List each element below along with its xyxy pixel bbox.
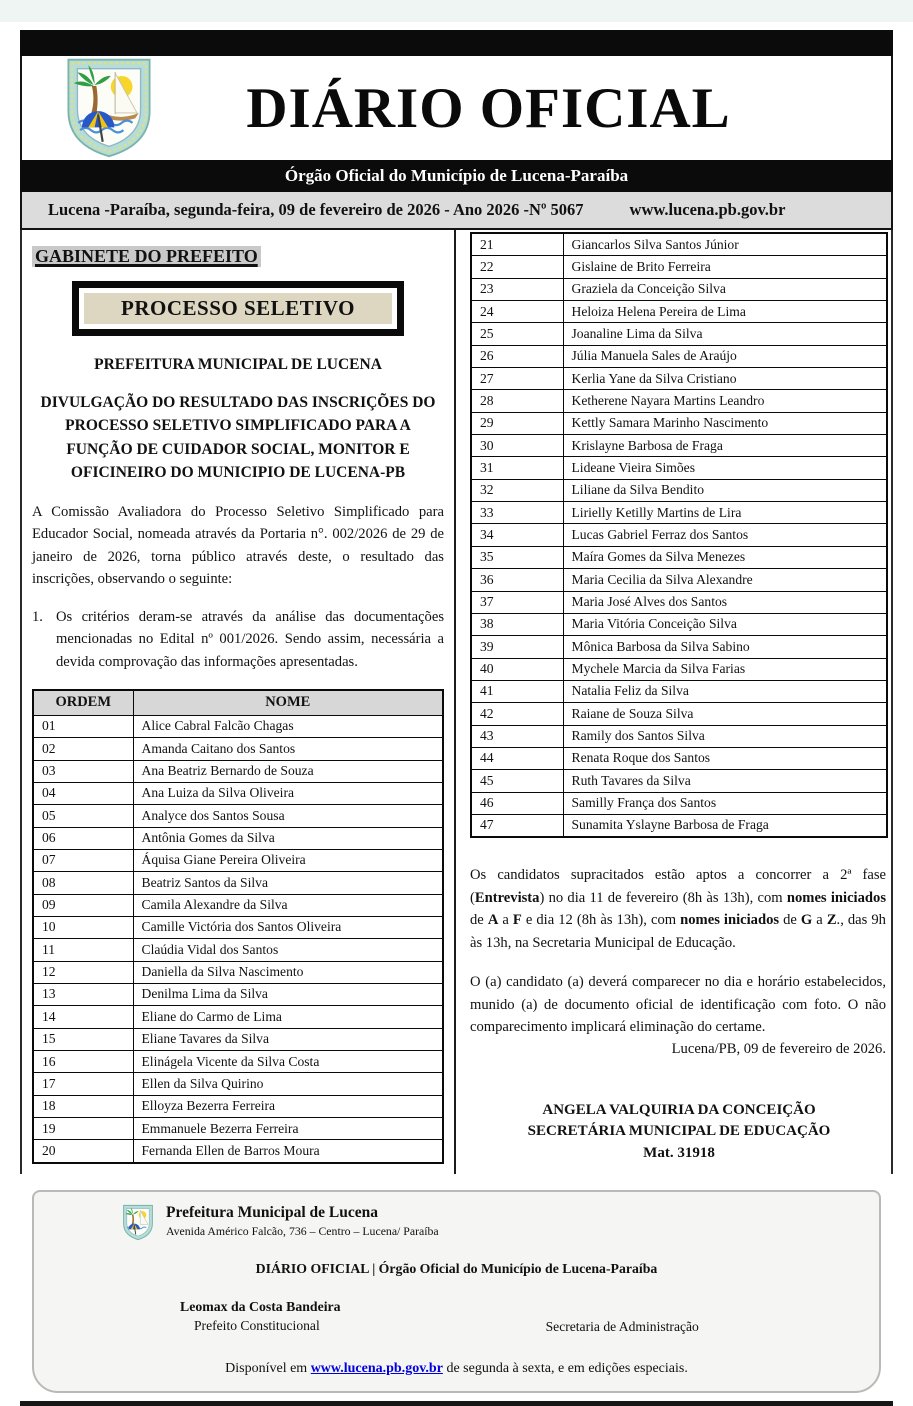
table-row: [33, 872, 443, 894]
footer-address: Avenida Américo Falcão, 736 – Centro – Lucena/ Paraíba: [166, 1223, 439, 1238]
table-row: [471, 770, 887, 792]
candidate-name: Renata Roque dos Santos: [563, 747, 887, 769]
candidate-order: 33: [471, 502, 563, 524]
signature-registration: Mat. 31918: [643, 1145, 715, 1162]
attendance-paragraph: O (a) candidato (a) deverá comparecer no dia e horário estabelecidos, munido (a) de documento oficial de identificação com foto. O não comparecimento implicará eliminação do certame.: [470, 974, 886, 1036]
candidate-order: 41: [471, 680, 563, 702]
table-row: [471, 479, 887, 501]
candidate-name: Camila Alexandre da Silva: [133, 894, 443, 916]
table-row: [33, 782, 443, 804]
footer-mayor-block: [180, 1299, 341, 1335]
candidate-name: Elinágela Vicente da Silva Costa: [133, 1051, 443, 1073]
candidate-name: Amanda Caitano dos Santos: [133, 738, 443, 760]
candidate-name: Júlia Manuela Sales de Araújo: [563, 345, 887, 367]
candidate-order: 01: [33, 715, 133, 737]
candidate-order: 05: [33, 805, 133, 827]
table-row: [471, 658, 887, 680]
footer-box: [32, 1190, 881, 1393]
candidate-order: 27: [471, 368, 563, 390]
table-row: [33, 1095, 443, 1117]
candidate-order: 25: [471, 323, 563, 345]
candidate-name: Áquisa Giane Pereira Oliveira: [133, 849, 443, 871]
website-link[interactable]: www.lucena.pb.gov.br: [310, 1360, 443, 1376]
table-row: [471, 680, 887, 702]
candidate-order: 14: [33, 1006, 133, 1028]
table-row: [471, 435, 887, 457]
candidate-name: Camille Victória dos Santos Oliveira: [133, 916, 443, 938]
candidate-order: 12: [33, 961, 133, 983]
signature-role: SECRETÁRIA MUNICIPAL DE EDUCAÇÃO: [527, 1123, 831, 1140]
candidate-name: Giancarlos Silva Santos Júnior: [563, 233, 887, 256]
candidate-name: Lideane Vieira Simões: [563, 457, 887, 479]
candidate-order: 07: [33, 849, 133, 871]
table-row: [471, 613, 887, 635]
gazette-title: DIÁRIO OFICIAL: [246, 76, 731, 140]
table-row: [471, 301, 887, 323]
candidate-name: Lucas Gabriel Ferraz dos Santos: [563, 524, 887, 546]
website-text: www.lucena.pb.gov.br: [629, 200, 786, 219]
lucena-coat-of-arms-icon: [62, 57, 156, 159]
candidate-name: Antônia Gomes da Silva: [133, 827, 443, 849]
table-row: [471, 792, 887, 814]
prefeitura-title: PREFEITURA MUNICIPAL DE LUCENA: [94, 356, 382, 373]
candidate-name: Beatriz Santos da Silva: [133, 872, 443, 894]
candidate-order: 42: [471, 703, 563, 725]
signature-block: [470, 1100, 888, 1165]
footer-signatures: [60, 1299, 853, 1335]
table-row: [471, 591, 887, 613]
candidate-name: Liliane da Silva Bendito: [563, 479, 887, 501]
candidate-order: 19: [33, 1118, 133, 1140]
candidate-order: 38: [471, 613, 563, 635]
column-header-nome: NOME: [133, 690, 443, 715]
candidate-order: 10: [33, 916, 133, 938]
table-row: [471, 256, 887, 278]
candidate-order: 29: [471, 412, 563, 434]
candidate-order: 13: [33, 983, 133, 1005]
candidate-order: 26: [471, 345, 563, 367]
candidate-order: 36: [471, 569, 563, 591]
candidate-order: 15: [33, 1028, 133, 1050]
candidate-name: Maria Cecilia da Silva Alexandre: [563, 569, 887, 591]
candidate-name: Analyce dos Santos Sousa: [133, 805, 443, 827]
candidate-name: Maria José Alves dos Santos: [563, 591, 887, 613]
table-row: [33, 715, 443, 737]
table-row: [33, 1051, 443, 1073]
table-row: [33, 961, 443, 983]
table-header-row: [33, 690, 443, 715]
footer-official-line: DIÁRIO OFICIAL | Órgão Oficial do Município de Lucena-Paraíba: [255, 1260, 658, 1276]
candidate-name: Elloyza Bezerra Ferreira: [133, 1095, 443, 1117]
table-row: [471, 412, 887, 434]
table-row: [471, 368, 887, 390]
edition-date-line: Lucena -Paraíba, segunda-feira, 09 de fevereiro de 2026 - Ano 2026 -Nº 5067: [48, 200, 584, 219]
candidate-name: Natalia Feliz da Silva: [563, 680, 887, 702]
table-row: [471, 703, 887, 725]
candidate-order: 16: [33, 1051, 133, 1073]
candidate-name: Alice Cabral Falcão Chagas: [133, 715, 443, 737]
candidate-name: Mychele Marcia da Silva Farias: [563, 658, 887, 680]
table-row: [33, 1140, 443, 1163]
section-title-gabinete: GABINETE DO PREFEITO: [32, 246, 261, 267]
candidate-order: 09: [33, 894, 133, 916]
candidate-name: Ketherene Nayara Martins Leandro: [563, 390, 887, 412]
table-row: [471, 546, 887, 568]
table-row: [33, 894, 443, 916]
candidate-order: 30: [471, 435, 563, 457]
candidate-order: 02: [33, 738, 133, 760]
availability-prefix: Disponível em: [225, 1360, 311, 1376]
table-row: [471, 390, 887, 412]
candidate-order: 06: [33, 827, 133, 849]
table-row: [33, 827, 443, 849]
table-row: [33, 1073, 443, 1095]
criteria-list-item: [32, 606, 444, 673]
list-item-text: Os critérios deram-se através da análise das documentações mencionadas no Edital nº 001/2026. Sendo assim, necessária a devida comprovação das informações apresentadas.: [56, 608, 444, 670]
candidate-name: Maíra Gomes da Silva Menezes: [563, 546, 887, 568]
table-row: [33, 805, 443, 827]
footer-header: [122, 1204, 853, 1241]
candidate-order: 47: [471, 814, 563, 837]
list-item-number: 1.: [32, 608, 43, 625]
table-row: [33, 849, 443, 871]
footer-mayor-role: Prefeito Constitucional: [194, 1317, 320, 1333]
candidate-order: 18: [33, 1095, 133, 1117]
candidate-order: 37: [471, 591, 563, 613]
candidate-order: 28: [471, 390, 563, 412]
processo-seletivo-label: PROCESSO SELETIVO: [84, 293, 392, 324]
candidate-order: 08: [33, 872, 133, 894]
table-row: [33, 939, 443, 961]
date-bar: [20, 192, 893, 230]
masthead: [20, 56, 893, 160]
top-black-bar: [20, 30, 893, 56]
candidate-order: 21: [471, 233, 563, 256]
table-row: [33, 916, 443, 938]
table-row: [471, 636, 887, 658]
candidate-name: Denilma Lima da Silva: [133, 983, 443, 1005]
right-column: [454, 230, 891, 1174]
candidate-name: Sunamita Yslayne Barbosa de Fraga: [563, 814, 887, 837]
candidate-order: 32: [471, 479, 563, 501]
candidate-name: Maria Vitória Conceição Silva: [563, 613, 887, 635]
table-row: [471, 524, 887, 546]
table-row: [471, 502, 887, 524]
candidate-order: 39: [471, 636, 563, 658]
candidate-name: Kerlia Yane da Silva Cristiano: [563, 368, 887, 390]
column-header-ordem: ORDEM: [33, 690, 133, 715]
candidate-name: Claúdia Vidal dos Santos: [133, 939, 443, 961]
footer-org-name: Prefeitura Municipal de Lucena: [166, 1203, 378, 1221]
candidates-left-body: [33, 715, 443, 1162]
table-row: [471, 323, 887, 345]
candidate-name: Eliane do Carmo de Lima: [133, 1006, 443, 1028]
table-row: [33, 738, 443, 760]
candidates-right-body: [471, 233, 887, 837]
candidates-table-left: [32, 689, 444, 1163]
candidate-order: 34: [471, 524, 563, 546]
table-row: [471, 747, 887, 769]
candidate-name: Heloiza Helena Pereira de Lima: [563, 301, 887, 323]
bottom-black-bar: [20, 1401, 893, 1406]
candidate-order: 35: [471, 546, 563, 568]
table-row: [33, 760, 443, 782]
left-column: [22, 230, 454, 1174]
organ-official-bar: Órgão Oficial do Município de Lucena-Paraíba: [20, 160, 893, 192]
candidate-name: Mônica Barbosa da Silva Sabino: [563, 636, 887, 658]
candidate-order: 23: [471, 278, 563, 300]
availability-suffix: de segunda à sexta, e em edições especiais.: [442, 1360, 688, 1376]
candidate-name: Ana Luiza da Silva Oliveira: [133, 782, 443, 804]
footer-mayor-name: Leomax da Costa Bandeira: [180, 1298, 341, 1314]
candidate-name: Gislaine de Brito Ferreira: [563, 256, 887, 278]
candidate-name: Eliane Tavares da Silva: [133, 1028, 443, 1050]
table-row: [33, 983, 443, 1005]
candidate-name: Ellen da Silva Quirino: [133, 1073, 443, 1095]
candidate-name: Kettly Samara Marinho Nascimento: [563, 412, 887, 434]
candidate-order: 22: [471, 256, 563, 278]
notice-title: DIVULGAÇÃO DO RESULTADO DAS INSCRIÇÕES DO PROCESSO SELETIVO SIMPLIFICADO PARA A FUNÇÃO DE CUIDADOR SOCIAL, MONITOR E OFICINEIRO DO MUNICIPIO DE LUCENA-PB: [40, 394, 436, 481]
candidate-name: Raiane de Souza Silva: [563, 703, 887, 725]
interview-paragraph: Os candidatos supracitados estão aptos a concorrer a 2ª fase (Entrevista) no dia 11 de fevereiro (8h às 13h), com nomes iniciados de A a F e dia 12 (8h às 13h), com nomes iniciados de G a Z., das 9h às 13h, na Secretaria Municipal de Educação.: [470, 867, 886, 951]
candidate-order: 03: [33, 760, 133, 782]
candidate-order: 04: [33, 782, 133, 804]
candidate-name: Emmanuele Bezerra Ferreira: [133, 1118, 443, 1140]
gazette-document: [20, 30, 893, 1406]
candidate-order: 17: [33, 1073, 133, 1095]
candidate-name: Fernanda Ellen de Barros Moura: [133, 1140, 443, 1163]
processo-seletivo-box: [72, 281, 404, 336]
candidate-order: 11: [33, 939, 133, 961]
intro-paragraph: A Comissão Avaliadora do Processo Seletivo Simplificado para Educador Social, nomeada através da Portaria n°. 002/2026 de 29 de janeiro de 2026, torna público através deste, o resultado das inscrições, observando o seguinte:: [32, 504, 444, 588]
table-row: [471, 569, 887, 591]
candidate-order: 24: [471, 301, 563, 323]
candidate-name: Ruth Tavares da Silva: [563, 770, 887, 792]
candidate-order: 46: [471, 792, 563, 814]
footer-org-block: [166, 1204, 439, 1239]
candidate-name: Ana Beatriz Bernardo de Souza: [133, 760, 443, 782]
footer-secretariat: Secretaria de Administração: [545, 1318, 699, 1334]
signature-name: ANGELA VALQUIRIA DA CONCEIÇÃO: [542, 1101, 816, 1118]
lucena-coat-of-arms-small-icon: [122, 1204, 154, 1241]
candidate-name: Joanaline Lima da Silva: [563, 323, 887, 345]
candidate-name: Graziela da Conceição Silva: [563, 278, 887, 300]
table-row: [471, 233, 887, 256]
candidate-name: Samilly França dos Santos: [563, 792, 887, 814]
place-date-line: Lucena/PB, 09 de fevereiro de 2026.: [671, 1040, 886, 1057]
table-row: [33, 1118, 443, 1140]
main-content: [20, 230, 893, 1174]
candidate-name: Ramily dos Santos Silva: [563, 725, 887, 747]
table-row: [33, 1028, 443, 1050]
table-row: [471, 278, 887, 300]
candidate-name: Lirielly Ketilly Martins de Lira: [563, 502, 887, 524]
table-row: [471, 345, 887, 367]
candidate-order: 40: [471, 658, 563, 680]
candidate-order: 44: [471, 747, 563, 769]
candidate-name: Krislayne Barbosa de Fraga: [563, 435, 887, 457]
table-row: [471, 457, 887, 479]
candidate-order: 43: [471, 725, 563, 747]
candidate-order: 45: [471, 770, 563, 792]
table-row: [33, 1006, 443, 1028]
table-row: [471, 814, 887, 837]
table-row: [471, 725, 887, 747]
candidate-order: 20: [33, 1140, 133, 1163]
candidate-name: Daniella da Silva Nascimento: [133, 961, 443, 983]
candidates-table-right: [470, 232, 888, 838]
page-top-strip: [0, 0, 913, 22]
footer-availability-line: [60, 1361, 853, 1377]
candidate-order: 31: [471, 457, 563, 479]
